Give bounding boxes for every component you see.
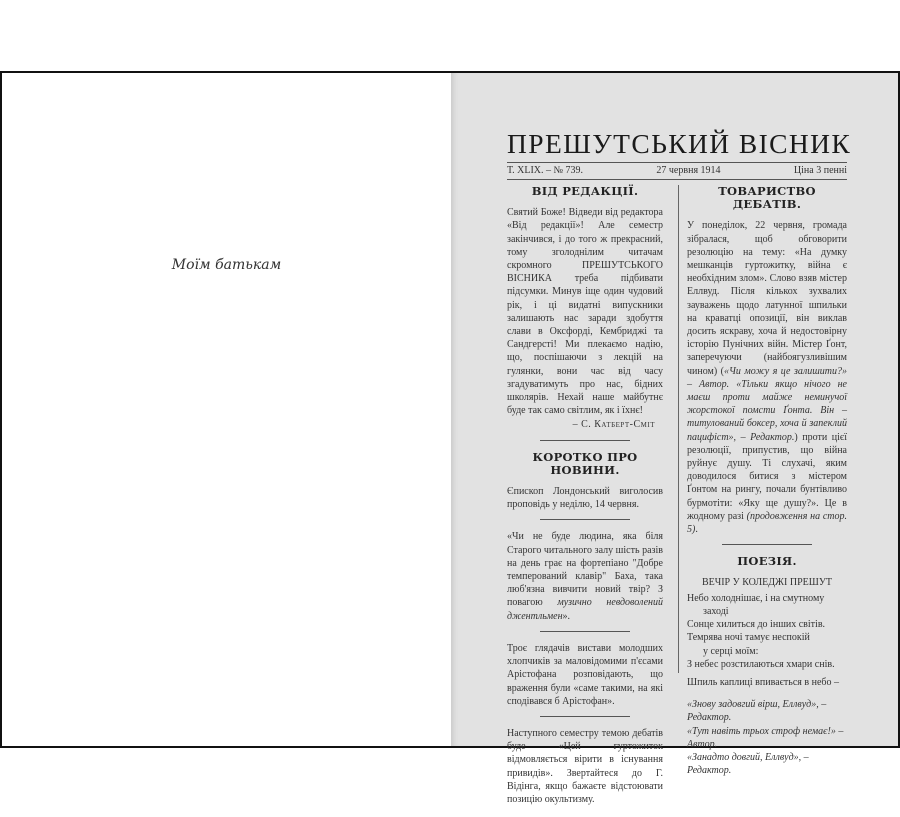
issue-price: Ціна 3 пенні xyxy=(793,165,847,176)
news-item-2-end: ». xyxy=(562,610,571,622)
newspaper-title: ПРЕШУТСЬКИЙ ВІСНИК xyxy=(507,128,852,159)
right-column xyxy=(687,185,847,777)
editorial-signature: – С. Катберт-Сміт xyxy=(572,419,655,431)
debate-text-1: У понеділок, 22 червня, громада зібралася, щоб обговорити резолюцію на тему: «На думку мешканців гуртожитку, війна є необхідним злом». Слово взяв містер Еллвуд. Після кількох зухвалих зауважень щодо латунної шпильки на краватці опозиції, він виклав досить яскраву, хоча й недостовірну історію Пунічних війн. Містер Ґонт, заперечуючи (найбоягузливішим чином) ( xyxy=(687,220,847,377)
section-rule xyxy=(722,544,812,545)
news-item-2-text: «Чи не буде людина, яка біля Старого читального залу шість разів на день грає на фортепіано "Добре темперований клавір" Баха, така люб'язна вивчити новий твір? З повагою xyxy=(507,531,663,609)
poem-line: З небес розстилаються хмари снів. xyxy=(687,658,835,670)
poem-notes xyxy=(687,698,847,777)
poem-line: у серці моїм: xyxy=(703,645,759,657)
editorial-heading: ВІД РЕДАКЦІЇ. xyxy=(531,184,639,198)
poetry-heading: ПОЕЗІЯ. xyxy=(737,554,797,569)
debate-text-2: ) проти цієї резолюції, припустив, що війна руйнує душу. Ті слухачі, яким доводилося битися з містером Ґонтом на рингу, почали бунтівливо бурмотіти: «Яку ще душу?». Це в жодному разі xyxy=(687,431,847,522)
news-item-4: Наступного семестру темою дебатів буде «Цей гуртожиток відмовляється вірити в існування привидів». Звертайтеся до Г. Відінга, якщо бажаєте відстоювати позицію окультизму. xyxy=(507,727,663,805)
poem-title: ВЕЧІР У КОЛЕДЖІ ПРЕШУТ xyxy=(701,577,833,589)
right-page xyxy=(451,73,898,805)
news-rule xyxy=(540,631,630,632)
debate-continued: (продовження на стор. 5) xyxy=(687,510,847,536)
dedication-text: Моїм батькам xyxy=(171,257,282,273)
issue-line xyxy=(507,165,847,176)
issue-number: Т. XLIX. – № 739. xyxy=(507,165,584,176)
news-item-2 xyxy=(507,530,663,622)
poem-note: «Тут навіть трьох строф немає!» – Автор. xyxy=(687,725,844,750)
debate-body xyxy=(687,219,847,536)
poem-note: «Знову задовгий вірш, Еллвуд», – Редактор. xyxy=(687,699,827,724)
column-divider xyxy=(678,185,679,673)
news-item-2-signature: музично невдоволений джентльмен xyxy=(507,597,663,622)
poem-line: заході xyxy=(703,605,729,617)
poem-note: «Занадто довгий, Еллвуд», – Редактор. xyxy=(687,751,809,777)
news-item-3: Троє глядачів вистави молодших хлопчиків за маловідомими п'єсами Арістофана розповідають, що враження були «саме такими, на які сподівався б Арістофан». xyxy=(507,642,663,707)
masthead-rule-top xyxy=(507,162,847,163)
debate-aside: «Чи можу я це залишити?» – Автор. «Тільки якщо нічого не маєш проти майже неминучої жорстокої помсти Ґонта. Він – титулований боксер, хоча й запеклий пацифіст», – Редактор. xyxy=(687,365,847,443)
news-heading: КОРОТКО ПРО НОВИНИ. xyxy=(532,449,638,477)
news-item-1: Єпископ Лондонський виголосив проповідь у неділю, 14 червня. xyxy=(507,486,663,511)
news-rule xyxy=(540,519,630,520)
poem-line: Небо холоднішає, і на смутному xyxy=(687,592,825,604)
left-page xyxy=(2,73,451,746)
left-column xyxy=(507,185,663,806)
issue-date: 27 червня 1914 xyxy=(656,165,721,176)
editorial-body: Святий Боже! Відведи від редактора «Від редакції»! Але семестр закінчився, і до того ж прекрасний, тому зголоднілим читачам скромного ПРЕШУТСЬКОГО ВІСНИКА треба підбивати підсумки. Минув іще один чудовий рік, і ці видатні випускники залишають нас заради здобуття слави в Оксфорді, Кембриджі та Сандгерсті! Ми плекаємо надію, що, поспішаючи з лекцій на гулянки, вони час від часу згадуватимуть про нас, бідних школярів. Нехай наше майбутнє буде так само світлим, як і їхнє! xyxy=(507,207,663,417)
masthead-rule-bottom xyxy=(507,179,847,180)
section-rule xyxy=(540,440,630,441)
poem-line: Темрява ночі тамує неспокій xyxy=(687,632,810,644)
debate-text-3: . xyxy=(695,524,698,536)
poem-line: Сонце хилиться до інших світів. xyxy=(687,619,826,631)
poem-line: Шпиль каплиці впивається в небо – xyxy=(687,676,839,688)
debate-heading: ТОВАРИСТВО ДЕБАТІВ. xyxy=(718,184,816,212)
book-spread xyxy=(0,71,900,805)
news-rule xyxy=(540,716,630,717)
